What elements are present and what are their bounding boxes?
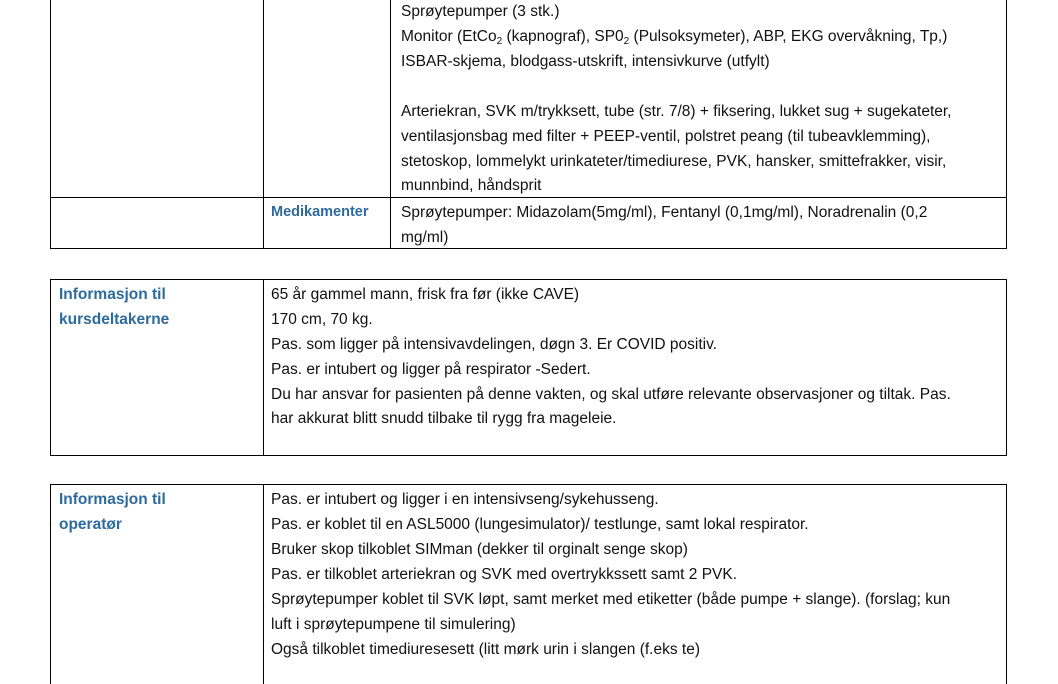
info-line: Pas. er koblet til en ASL5000 (lungesimulator)/ testlunge, samt lokal respirator. (271, 516, 809, 533)
info-line: 65 år gammel mann, frisk fra før (ikke CAVE) (271, 286, 580, 303)
section-heading: operatør (59, 516, 122, 533)
column-divider (263, 280, 264, 455)
info-line: Pas. er intubert og ligger på respirator -Sedert. (271, 361, 591, 378)
column-divider (263, 485, 264, 684)
info-line: Du har ansvar for pasienten på denne vakten, og skal utføre relevante observasjoner og tiltak. Pas. (271, 386, 951, 403)
section-heading: Informasjon til (59, 491, 166, 508)
info-line: Sprøytepumper koblet til SVK løpt, samt merket med etiketter (både pumpe + slange). (forslag; kun (271, 591, 951, 608)
info-line: Bruker skop tilkoblet SIMman (dekker til orginalt senge skop) (271, 541, 688, 558)
info-line: luft i sprøytepumpene til simulering) (271, 616, 516, 633)
info-line: 170 cm, 70 kg. (271, 311, 373, 328)
info-line: Pas. er intubert og ligger i en intensivseng/sykehusseng. (271, 491, 659, 508)
monitor-line: Monitor (EtCo$_2$ (kapnograf), $SP0_2$ (Pulsoksymeter), ABP, EKG overvåkning, Tp,) (401, 28, 948, 47)
medication-label: Medikamenter (271, 204, 369, 220)
equipment-line: ISBAR-skjema, blodgass-utskrift, intensivkurve (utfylt) (401, 53, 770, 70)
column-divider (263, 0, 264, 248)
column-divider (390, 0, 391, 248)
info-line: Også tilkoblet timediuresesett (litt mørk urin i slangen (f.eks te) (271, 641, 700, 658)
equipment-line: munnbind, håndsprit (401, 177, 542, 194)
equipment-line: Arteriekran, SVK m/trykksett, tube (str. 7/8) + fiksering, lukket sug + sugekateter, (401, 103, 952, 120)
operator-info-table (50, 484, 1007, 684)
section-heading: Informasjon til (59, 286, 166, 303)
medication-line: Sprøytepumper: Midazolam(5mg/ml), Fentanyl (0,1mg/ml), Noradrenalin (0,2 (401, 204, 928, 221)
info-line: har akkurat blitt snudd tilbake til rygg fra mageleie. (271, 410, 617, 427)
info-line: Pas. er tilkoblet arteriekran og SVK med overtrykkssett samt 2 PVK. (271, 566, 738, 583)
equipment-line: stetoskop, lommelykt urinkateter/timediurese, PVK, hansker, smittefrakker, visir, (401, 153, 947, 170)
section-heading: kursdeltakerne (59, 311, 170, 328)
equipment-line: Sprøytepumper (3 stk.) (401, 3, 560, 20)
participant-info-table (50, 279, 1007, 456)
info-line: Pas. som ligger på intensivavdelingen, døgn 3. Er COVID positiv. (271, 336, 717, 353)
medication-line: mg/ml) (401, 229, 449, 246)
equipment-line: ventilasjonsbag med filter + PEEP-ventil, polstret peang (til tubeavklemming), (401, 128, 931, 145)
equipment-table (50, 0, 1007, 249)
